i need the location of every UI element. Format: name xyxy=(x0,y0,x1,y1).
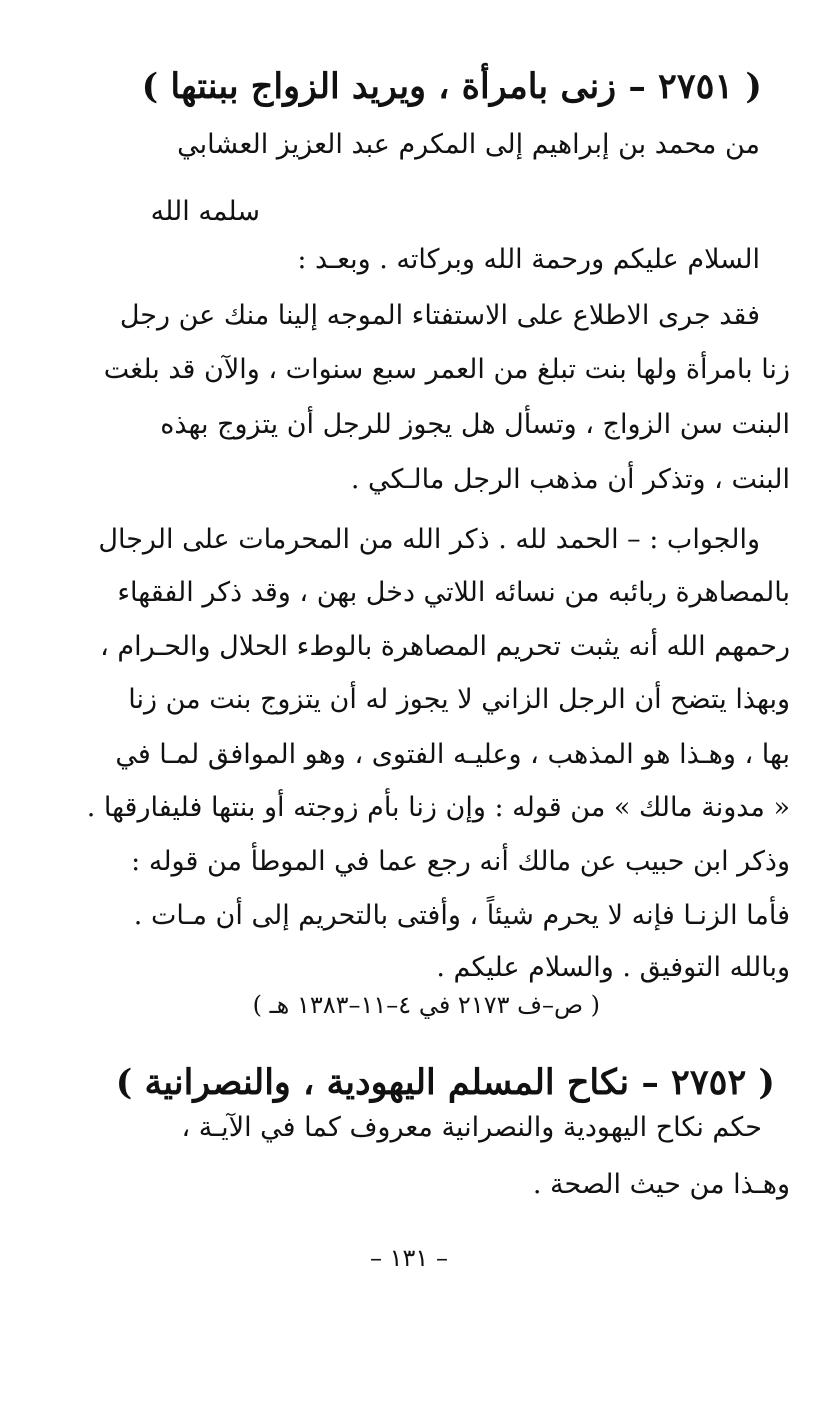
answer-line: فأما الزنـا فإنه لا يحرم شيئاً ، وأفتى بالتحريم إلى أن مـات . xyxy=(133,900,790,931)
answer-line: وذكر ابن حبيب عن مالك أنه رجع عما في الموطأ من قوله : xyxy=(131,846,790,877)
letter-greeting: السلام عليكم ورحمة الله وبركاته . وبعـد : xyxy=(297,244,760,275)
fatwa-reference: ( ص–ف ٢١٧٣ في ٤–١١–١٣٨٣ هـ ) xyxy=(252,991,600,1019)
body-line: زنا بامرأة ولها بنت تبلغ من العمر سبع سنوات ، والآن قد بلغت xyxy=(103,354,790,385)
body-line: البنت سن الزواج ، وتسأل هل يجوز للرجل أن يتزوج بهذه xyxy=(160,409,790,440)
body-line: البنت ، وتذكر أن مذهب الرجل مالـكي . xyxy=(350,464,790,495)
answer-line: وبهذا يتضح أن الرجل الزاني لا يجوز له أن يتزوج بنت من زنا xyxy=(128,684,790,715)
letter-salutation: سلمه الله xyxy=(150,196,260,227)
page-number: – ١٣١ – xyxy=(370,1244,448,1272)
section-heading-2751: ( ٢٧٥١ – زنى بامرأة ، ويريد الزواج ببنتها ) xyxy=(141,66,762,107)
section-heading-2752: ( ٢٧٥٢ – نكاح المسلم اليهودية ، والنصرانية ) xyxy=(115,1062,775,1103)
body-line: فقد جرى الاطلاع على الاستفتاء الموجه إلينا منك عن رجل xyxy=(119,300,760,331)
body-line: حكم نكاح اليهودية والنصرانية معروف كما في الآيـة ، xyxy=(181,1112,762,1143)
answer-line: بالمصاهرة ربائبه من نسائه اللاتي دخل بهن ، وقد ذكر الفقهاء xyxy=(117,577,790,608)
answer-line: « مدونة مالك » من قوله : وإن زنا بأم زوجته أو بنتها فليفارقها . xyxy=(86,792,790,823)
body-line: وهـذا من حيث الصحة . xyxy=(532,1169,790,1200)
answer-line: والجواب : – الحمد لله . ذكر الله من المحرمات على الرجال xyxy=(98,524,760,555)
answer-line: وبالله التوفيق . والسلام عليكم . xyxy=(436,952,790,983)
answer-line: رحمهم الله أنه يثبت تحريم المصاهرة بالوطء الحلال والحـرام ، xyxy=(100,631,790,662)
answer-line: بها ، وهـذا هو المذهب ، وعليـه الفتوى ، وهو الموافق لمـا في xyxy=(115,739,790,770)
letter-sender-line: من محمد بن إبراهيم إلى المكرم عبد العزيز العشابي xyxy=(177,129,760,160)
